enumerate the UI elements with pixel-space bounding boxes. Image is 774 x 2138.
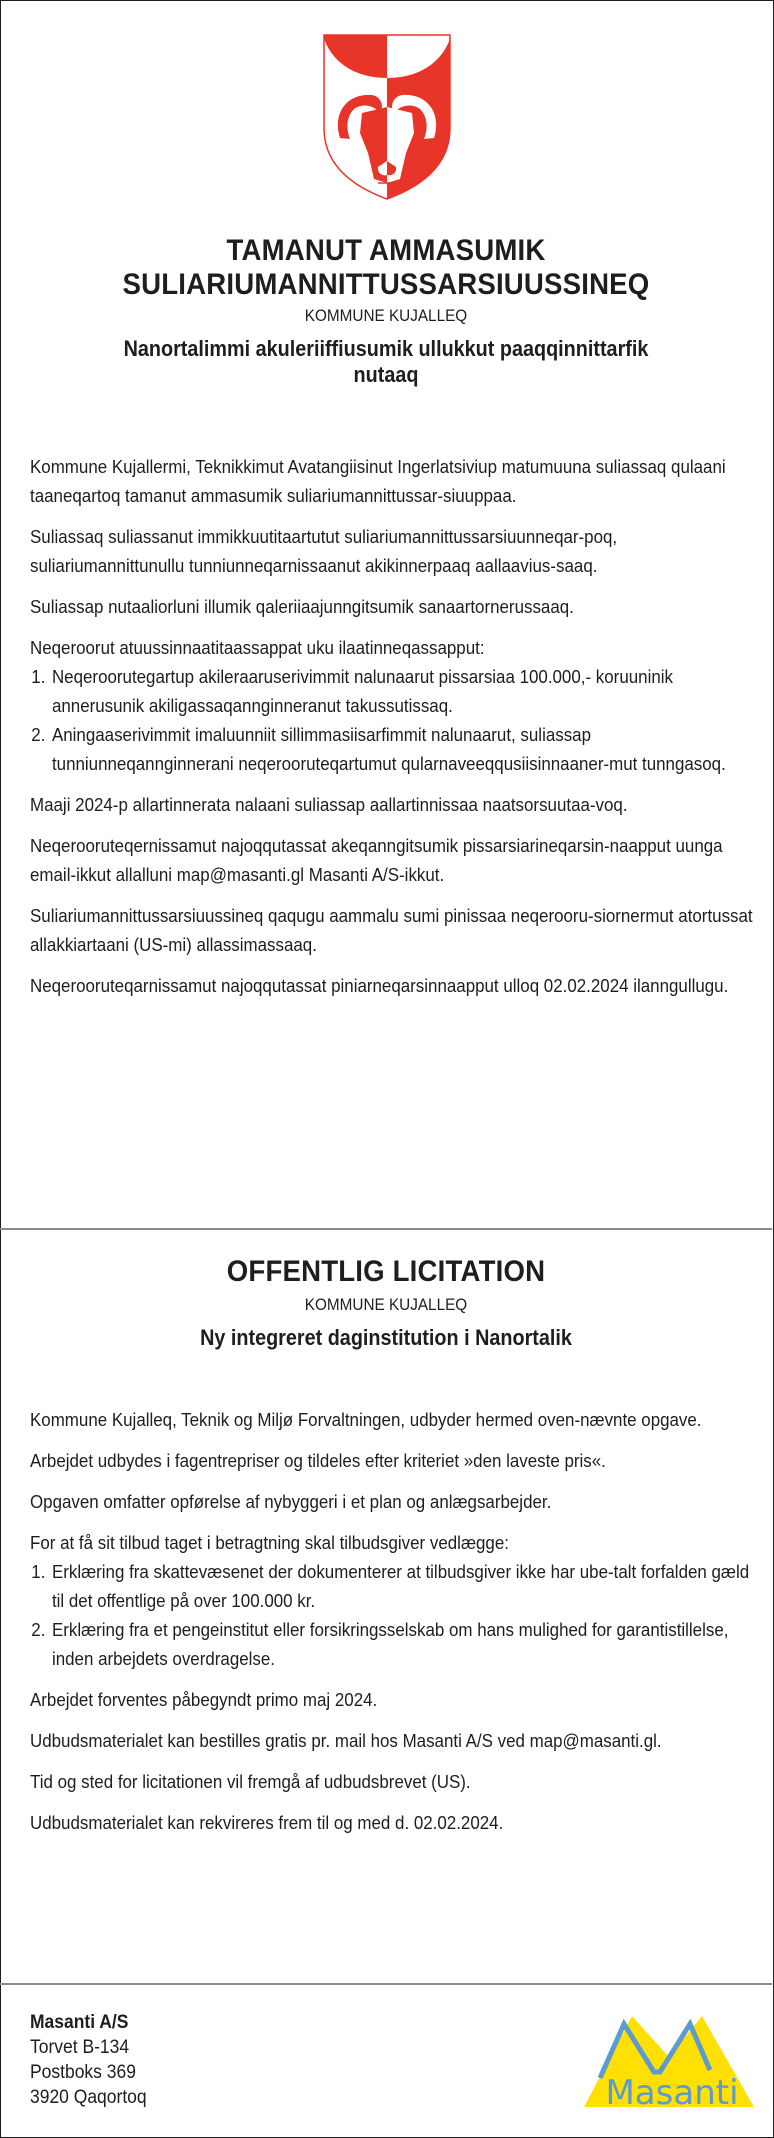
coat-of-arms-ram-icon (322, 33, 452, 201)
notice-subtitle: Ny integreret daginstitution i Nanortalik (200, 1325, 572, 1350)
paragraph: Suliariumannittussarsiuussineq qaqugu aammalu sumi pinissaa neqerooru-siornermut atortussat allakkiartaani (US-mi) allassimassaaq. (30, 905, 753, 955)
paragraph: Maaji 2024-p allartinnerata nalaani suliassap aallartinnissaa naatsorsuutaa-voq. (30, 794, 628, 815)
address-line: 3920 Qaqortoq (30, 2087, 147, 2108)
notice-danish (0, 1255, 772, 1351)
notice-title-line2: SULIARIUMANNITTUSSARSIUUSSINEQ (122, 268, 650, 301)
section-divider (0, 1228, 772, 1230)
paragraph: Suliassap nutaaliorluni illumik qaleriiaajunngitsumik sanaartornerussaaq. (30, 596, 574, 617)
paragraph: For at få sit tilbud taget i betragtning skal tilbudsgiver vedlægge: (30, 1532, 509, 1553)
notice-subtitle: Nanortalimmi akuleriiffiusumik ullukkut paaqqinnittarfik nutaaq (123, 336, 649, 387)
issuer-label: KOMMUNE KUJALLEQ (304, 306, 468, 325)
issuer-label: KOMMUNE KUJALLEQ (304, 1295, 468, 1314)
list-item: 1. Erklæring fra skattevæsenet der dokumenterer at tilbudsgiver ikke har ube-talt forfalden gæld til det offentlige på over 100.000 kr. (50, 1557, 753, 1615)
address-line: Postboks 369 (30, 2062, 136, 2083)
paragraph: Arbejdet udbydes i fagentrepriser og tildeles efter kriteriet »den laveste pris«. (30, 1450, 606, 1471)
requirements-list (30, 1557, 753, 1673)
paragraph: Kommune Kujallermi, Teknikkimut Avatangiisinut Ingerlatsiviup matumuuna suliassaq qulaani taaneqartoq tamanut ammasumik suliariumannittussar-siuuppaa. (30, 456, 726, 506)
section-divider (0, 1983, 772, 1985)
masanti-logo-text: Masanti (605, 2073, 739, 2112)
paragraph: Udbudsmaterialet kan bestilles gratis pr. mail hos Masanti A/S ved map@masanti.gl. (30, 1730, 662, 1751)
paragraph: Neqeroorut atuussinnaatitaassappat uku ilaatinneqassapput: (30, 637, 485, 658)
paragraph: Kommune Kujalleq, Teknik og Miljø Forvaltningen, udbyder hermed oven-nævnte opgave. (30, 1409, 702, 1430)
address-line: Torvet B-134 (30, 2037, 130, 2058)
list-item: 2. Aningaaserivimmit imaluunniit sillimmasiisarfimmit nalunaarut, suliassap tunniunneqannginnerani neqerooruteqartumut qularnaveeqqusiisinnaaner-mut tunngasoq. (50, 720, 753, 778)
notice-title-line1: TAMANUT AMMASUMIK (226, 234, 546, 267)
notice-title: OFFENTLIG LICITATION (226, 1255, 546, 1288)
list-item: 1. Neqeroorutegartup akileraaruserivimmit nalunaarut pissarsiaa 100.000,- koruuninik annerusunik akiligassaqannginneranut takussutissaq. (50, 662, 753, 720)
contact-address (30, 2010, 147, 2110)
paragraph: Opgaven omfatter opførelse af nybyggeri i et plan og anlægsarbejder. (30, 1491, 552, 1512)
paragraph: Neqerooruteqarnissamut najoqqutassat piniarneqarsinnaapput ulloq 02.02.2024 ilanngullugu. (30, 975, 729, 996)
list-item: 2. Erklæring fra et pengeinstitut eller forsikringsselskab om hans mulighed for garantistillelse, inden arbejdets overdragelse. (50, 1615, 753, 1673)
paragraph: Udbudsmaterialet kan rekvireres frem til og med d. 02.02.2024. (30, 1812, 504, 1833)
paragraph: Suliassaq suliassanut immikkuutitaartutut suliariumannittussarsiuunneqar-poq, suliariumannittunullu tunniunneqarnissaanut akikinnerpaaq aallaavius-saaq. (30, 526, 618, 576)
notice-greenlandic (0, 234, 772, 388)
company-name: Masanti A/S (30, 2012, 129, 2033)
paragraph: Arbejdet forventes påbegyndt primo maj 2024. (30, 1689, 378, 1710)
paragraph: Neqerooruteqernissamut najoqqutassat akeqanngitsumik pissarsiarineqarsin-naapput uunga email-ikkut allalluni map@masanti.gl Masanti A/S-ikkut. (30, 835, 723, 885)
requirements-list (30, 662, 753, 778)
notice-greenlandic-body (30, 452, 753, 1012)
masanti-mountain-logo-icon (584, 2012, 754, 2112)
paragraph: Tid og sted for licitationen vil fremgå af udbudsbrevet (US). (30, 1771, 471, 1792)
notice-danish-body (30, 1405, 753, 1849)
